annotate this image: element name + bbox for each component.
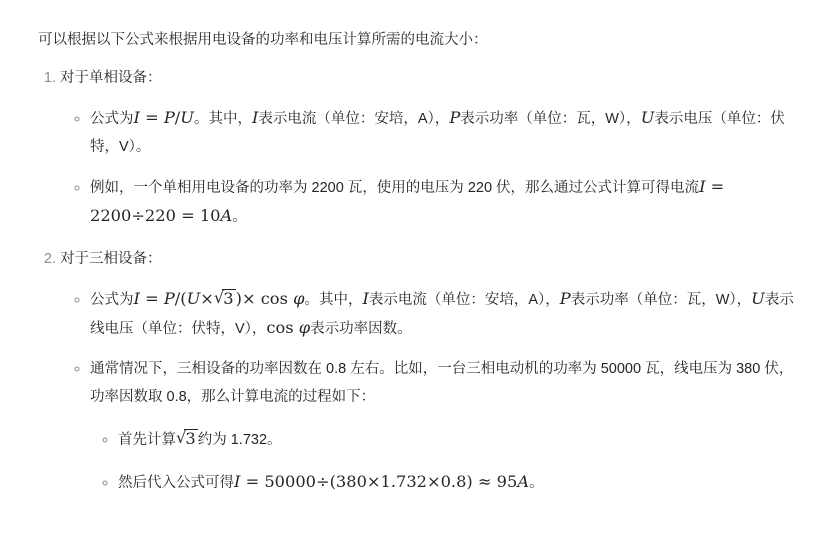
three-phase-steps-list xyxy=(90,425,801,497)
text-run: 。其中， xyxy=(304,292,363,308)
math-sqrt xyxy=(214,289,236,308)
math-operator: /( xyxy=(174,289,187,308)
math-variable: U xyxy=(180,108,194,127)
math-variable: P xyxy=(163,108,175,127)
three-phase-example-text xyxy=(90,355,801,411)
math-variable: I xyxy=(234,472,241,491)
single-phase-title: 1. 对于单相设备： xyxy=(60,70,162,86)
math-sqrt xyxy=(176,429,198,448)
sqrt-argument: 3 xyxy=(185,429,196,448)
bullet-single-phase-example xyxy=(90,173,801,231)
list-item-three-phase xyxy=(60,245,801,497)
math-variable: φ xyxy=(298,318,311,337)
bullet-three-phase-formula xyxy=(90,285,801,343)
math-operator: = 2200÷220 = 10 xyxy=(90,177,730,225)
list-item-single-phase xyxy=(60,64,801,231)
radical-sign-icon: √ xyxy=(176,428,187,447)
bullet-single-phase-formula xyxy=(90,104,801,161)
math-operator: = xyxy=(139,289,164,308)
text-run: 表示线电压（单位：伏特，V）， xyxy=(90,292,794,337)
math-operator: = 50000÷(380×1.732×0.8) ≈ 95 xyxy=(240,472,518,491)
bullet-step-result xyxy=(118,468,801,497)
math-variable: φ xyxy=(293,289,305,308)
text-run: 首先计算 xyxy=(118,432,176,448)
math-operator: = xyxy=(139,108,164,127)
math-operator: cos xyxy=(266,318,299,337)
bullet-step-sqrt xyxy=(118,425,801,454)
math-variable: I xyxy=(251,108,259,127)
math-variable: I xyxy=(133,289,140,308)
text-run: 。 xyxy=(529,475,544,491)
math-variable: I xyxy=(133,108,140,127)
math-variable: I xyxy=(699,177,706,196)
math-variable: P xyxy=(163,289,175,308)
math-operator: )× cos xyxy=(235,289,294,308)
text-run: 表示功率（单位：瓦，W）， xyxy=(570,292,752,308)
three-phase-title: 2. 对于三相设备： xyxy=(60,251,162,267)
math-variable: U xyxy=(640,108,655,127)
text-run: 。其中， xyxy=(193,111,252,127)
text-run: 。 xyxy=(232,209,247,225)
math-variable: U xyxy=(751,289,765,308)
text-run: 表示电流（单位：安培，A）， xyxy=(368,292,560,308)
radical-sign-icon: √ xyxy=(213,288,225,307)
text-run: 公式为 xyxy=(90,111,134,127)
math-variable: P xyxy=(559,289,571,308)
step-sqrt-text xyxy=(118,425,801,454)
math-variable: A xyxy=(220,206,233,225)
sqrt-argument: 3 xyxy=(223,289,234,308)
text-run: 例如，一个单相用电设备的功率为 2200 瓦，使用的电压为 220 伏，那么通过公式计算可得电流 xyxy=(90,180,700,196)
text-run: 表示功率因数。 xyxy=(310,321,412,337)
step-result-text xyxy=(118,468,801,497)
math-variable: U xyxy=(186,289,201,308)
text-run: 约为 1.732。 xyxy=(197,432,282,448)
math-operator: / xyxy=(174,108,181,127)
numbered-list xyxy=(38,64,801,497)
math-operator: × xyxy=(200,289,214,308)
text-run: 然后代入公式可得 xyxy=(118,475,234,491)
three-phase-bullet-list xyxy=(60,285,801,497)
bullet-three-phase-example xyxy=(90,355,801,497)
three-phase-formula-text xyxy=(90,285,801,343)
math-variable: I xyxy=(362,289,369,308)
text-run: 公式为 xyxy=(90,292,134,308)
text-run: 表示电压（单位：伏特，V）。 xyxy=(90,111,785,155)
text-run: 通常情况下，三相设备的功率因数在 0.8 左右。比如，一台三相电动机的功率为 50000 瓦，线电压为 380 伏，功率因数取 0.8，那么计算电流的过程如下： xyxy=(90,361,794,405)
text-run: 表示电流（单位：安培，A）， xyxy=(258,111,450,127)
single-phase-bullet-list xyxy=(60,104,801,231)
math-variable: P xyxy=(449,108,461,127)
single-phase-example-text xyxy=(90,173,801,231)
math-variable: A xyxy=(517,472,530,491)
single-phase-formula-text xyxy=(90,104,801,161)
text-run: 表示功率（单位：瓦，W）， xyxy=(460,111,641,127)
intro-paragraph: 可以根据以下公式来根据用电设备的功率和电压计算所需的电流大小： xyxy=(38,32,488,48)
